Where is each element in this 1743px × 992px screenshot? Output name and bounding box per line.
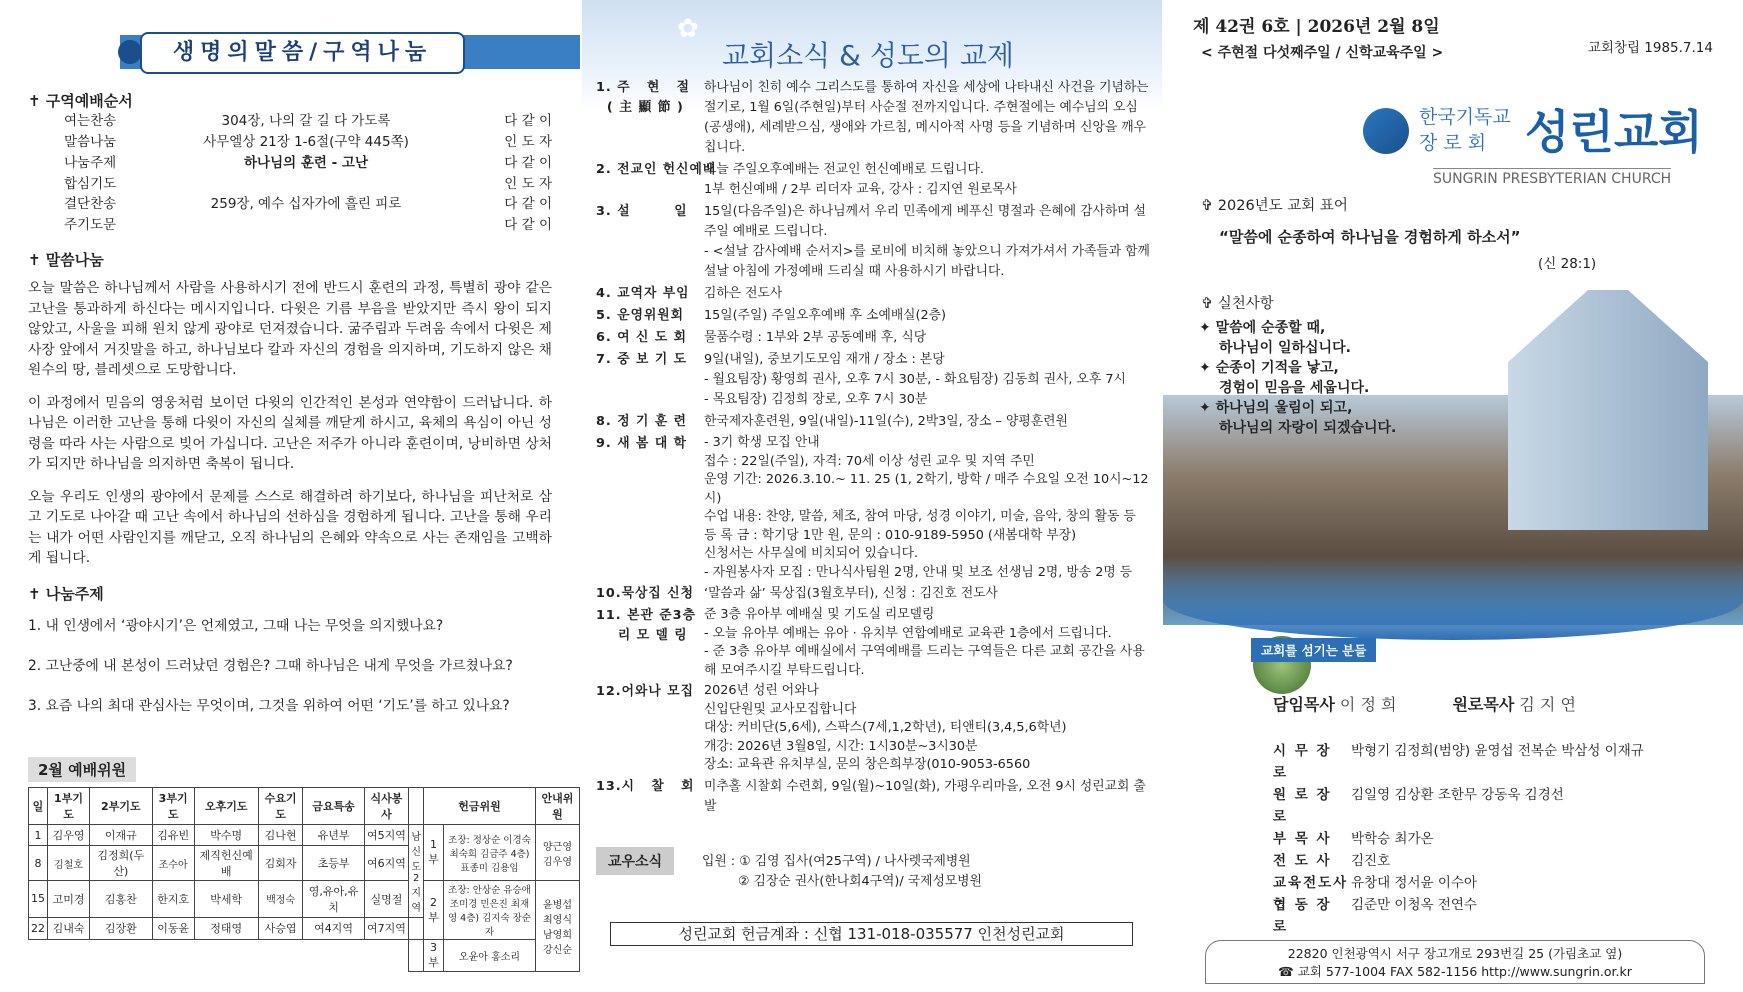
staff-row: 협 동 장 로 김준만 이청옥 전연수 [1273, 897, 1477, 935]
motto-heading: ✞ 2026년도 교회 표어 [1201, 198, 1348, 214]
church-name-english: SUNGRIN PRESBYTERIAN CHURCH [1433, 168, 1671, 187]
staff-row: 시 무 장 로 박형기 김정희(범양) 윤영섭 전복순 박삼성 이재규 [1273, 743, 1644, 781]
sunday-name: < 주현절 다섯째주일 / 신학교육주일 > [1201, 45, 1444, 61]
table-row: 1 김우영 이재규 김유빈 박수명 김나현 유년부 여5지역 남신도 2지역 1부 조장: 정상순 이경숙 최숙희 김금주 4층) 표종미 김용임 양근영 김우영 [29, 825, 580, 846]
news-item: 2. 전교인 헌신예배 오늘 주일오후예배는 전교인 헌신예배로 드립니다. 1부 헌신예배 / 2부 리더자 교육, 강사 : 김지연 원로목사 [596, 162, 1017, 197]
share-heading: ✝ 나눔주제 [28, 584, 104, 603]
news-item: 7. 중 보 기 도 9일(내일), 중보기도모임 재개 / 장소 : 본당 - 월요팀장) 황영희 권사, 오후 7시 30분, - 화요팀장) 김동희 권사, 오후 7시 - 목요팀장) 김정희 장로, 오후 7시 30분 [596, 352, 1126, 407]
staff-row: 교육전도사 유창대 정서윤 이수아 [1273, 875, 1477, 891]
order-list [64, 111, 552, 235]
table-row: 15 고미경 김홍찬 한지호 박세학 백정숙 영,유아,유치 실명절 2부 조장: 안상순 유승애 조미경 민은진 최재영 4층) 김지숙 장순자 윤병섭 최영식 남영희 강신순 [29, 881, 580, 918]
sermon-p2: 이 과정에서 믿음의 영웅처럼 보이던 다윗의 인간적인 본성과 연약함이 드러납니다. 하나님은 이러한 고난을 통해 다윗이 자신의 실체를 깨닫게 하시고, 육체의 욕심이 아닌 성령을 따라 사는 사람으로 빚어 가십니다. 고난은 저주가 아니라 훈련이며, 낭비하면 상처가 되지만 하나님을 의지하면 축복이 됩니다. [28, 394, 552, 472]
motto: “말씀에 순종하여 하나님을 경험하게 하소서” [1219, 228, 1521, 246]
member-news-tag: 교우소식 [596, 847, 674, 875]
order-row: 주기도문 다 같 이 [64, 217, 552, 233]
pastors: 담임목사 이 정 희 원로목사 김 지 연 [1273, 695, 1576, 714]
member-news: 입원 : ① 김영 집사(여25구역) / 나사렛국제병원 ② 김장순 권사(한나회4구역)/ 국제성모병원 [702, 854, 982, 889]
question-3: 3. 요즘 나의 최대 관심사는 무엇이며, 그것을 위하여 어떤 ‘기도’를 하고 있나요? [28, 697, 510, 714]
news-item: 9. 새 봄 대 학 - 3기 학생 모집 안내 접수 : 22일(주일), 자격: 70세 이상 성린 교우 및 지역 주민 운영 기간: 2026.3.10.~ 11. 25 (1, 2학기, 방학 / 매주 수요일 오전 10시~12시) 수업 내용: 찬양, 말씀, 체조, 참여 마당, 성경 이야기, 미술, 음악, 창의 활동 등 등 록 금 : 학기당 1만 원, 문의 : 010-9189-5950 (새봄대학 부장) 신청서는 사무실에 비치되어 있습니다. - 자원봉사자 모집 : 만나식사팀원 2명, 안내 및 보조 선생님 2명, 방송 2명 등 [596, 435, 1149, 580]
news-item: 11. 본관 준3층 리 모 델 링 준 3층 유아부 예배실 및 기도실 리모델링 - 오늘 유아부 예배는 유아 · 유치부 연합예배로 교육관 1층에서 드립니다. - 준 3층 유아부 예배실에서 구역예배를 드리는 구역들은 다른 교회 공간을 사용해 모여주시길 부탁드립니다. [596, 607, 1145, 678]
sermon-p3: 오늘 우리도 인생의 광야에서 문제를 스스로 해결하려 하기보다, 하나님을 피난처로 삼고 기도로 나아갈 때 고난 속에서 하나님의 선하심을 경험하게 됩니다. 고난을 통해 우리는 내가 어떤 사람인지를 깨닫고, 오직 하나님의 은혜와 약속으로 사는 존재임을 고백하게 됩니다. [28, 488, 552, 566]
serve-tag: 교회를 섬기는 분들 [1251, 638, 1376, 662]
order-row: 말씀나눔 사무엘상 21장 1-6절(구약 445쪽) 인 도 자 [64, 134, 552, 150]
offering-account: 성린교회 헌금계좌 : 신협 131-018-035577 인천성린교회 [610, 922, 1133, 946]
news-title: 교회소식 & 성도의 교제 [722, 39, 1014, 72]
news-item: 1. 주 현 절 ( 主 顯 節 ) 하나님이 친히 예수 그리스도를 통하여 자신을 세상에 나타내신 사건을 기념하는 절기로, 1월 6일(주현일)부터 사순절 전까지입니다. 주현절에는 예수님의 오심(공생애), 세례받으심, 생애와 가르침, 메시아적 사명 등을 기념하며 신앙을 깨우칩니다. [596, 80, 1149, 155]
denomination: 한국기독교 장 로 회 [1419, 106, 1511, 154]
order-row: 결단찬송 259장, 예수 십자가에 흘린 피로 다 같 이 [64, 196, 552, 212]
staff-row: 원 로 장 로 김일영 김상환 조한무 강동욱 김경선 [1273, 787, 1564, 825]
worship-order [28, 90, 552, 714]
news-item: 10.묵상집 신청 ‘말씀과 삶’ 묵상집(3월호부터), 신청 : 김진호 전도사 [596, 586, 998, 601]
news-list [596, 78, 1152, 819]
title-dot [118, 40, 142, 64]
order-heading: ✝ 구역예배순서 [28, 92, 133, 110]
left-column [0, 0, 580, 992]
news-item: 6. 여 신 도 회 물품수령 : 1부와 2부 공동예배 후, 식당 [596, 330, 927, 345]
church-logo-icon [1363, 108, 1409, 154]
question-2: 2. 고난중에 내 본성이 드러났던 경험은? 그때 하나님은 내게 무엇을 가르쳤나요? [28, 657, 513, 674]
table-row: 8 김철호 김정희(두산) 조수아 제직헌신예배 김회자 초등부 여6지역 [29, 846, 580, 881]
table-row: 22 김내숙 김장환 이동윤 정태영 사승엽 여4지역 여7지역 [29, 917, 580, 939]
news-item: 3. 설 일 15일(다음주일)은 하나님께서 우리 민족에게 베푸신 명절과 은혜에 감사하며 설주일 예배로 드립니다. - <설날 감사예배 순서지>를 로비에 비치해 놓았으니 가져가셔서 가족들과 함께 설날 아침에 가정예배 드리실 때 사용하시기 바랍니다. [596, 204, 1150, 279]
issue-line: 제 42권 6호 | 2026년 2월 8일 [1193, 17, 1440, 37]
staff-row: 부 목 사 박학승 최가온 [1273, 831, 1434, 847]
news-item: 5. 운영위원회 15일(주일) 주일오후예배 후 소예배실(2층) [596, 308, 947, 323]
motto-ref: (신 28:1) [1538, 256, 1597, 272]
news-item: 12.어와나 모집 2026년 성린 어와나 신입단원및 교사모집합니다 대상: 커비단(5,6세), 스팍스(7세,1,2학년), 티앤티(3,4,5,6학년) 개강: 2026년 3월8일, 시간: 1시30분~3시30분 장소: 교육관 유치부실, 문의 창은희부장(010-9053-6560 [596, 683, 1067, 772]
established-date: 교회창립 1985.7.14 [1587, 40, 1713, 56]
staff-row: 전 도 사 김진호 [1273, 853, 1391, 869]
order-row: 여는찬송 304장, 나의 갈 길 다 가도록 다 같 이 [64, 113, 552, 129]
church-name: 성린교회 [1525, 105, 1703, 159]
sermon-heading: ✝ 말씀나눔 [28, 251, 104, 269]
table-header-row: 일 1부기도 2부기도 3부기도 오후기도 수요기도 금요특송 식사봉사 헌금위원 안내위원 [29, 788, 580, 825]
table-row: 3부 오윤아 홍소리 [29, 940, 580, 972]
practice-heading: ✞ 실천사항 [1201, 296, 1274, 312]
right-column [1163, 0, 1743, 992]
committee-title: 2월 예배위원 [28, 757, 136, 782]
question-1: 1. 내 인생에서 ‘광야시기’은 언제였고, 그때 나는 무엇을 의지했나요? [28, 617, 444, 634]
wave-decoration [1163, 560, 1743, 640]
order-row: 나눔주제 하나님의 훈련 - 고난 다 같 이 [64, 155, 552, 171]
news-item: 8. 정 기 훈 련 한국제자훈련원, 9일(내일)-11일(수), 2박3일, 장소 – 양평훈련원 [596, 414, 1068, 429]
flower-icon: ✿ [677, 14, 699, 44]
news-item: 4. 교역자 부임 김하은 전도사 [596, 286, 783, 301]
order-row: 합심기도 인 도 자 [64, 176, 552, 192]
news-item: 13.시 찰 회 미추홀 시찰회 수련회, 9일(월)~10일(화), 가평우리마을, 오전 9시 성린교회 출발 [596, 778, 1146, 814]
middle-column [582, 0, 1162, 992]
committee-table [28, 787, 580, 972]
staff-list [1273, 740, 1644, 938]
church-address: 22820 인천광역시 서구 장고개로 293번길 25 (가림초교 옆) ☎ 교회 577-1004 FAX 582-1156 http://www.sungrin.or.kr [1205, 940, 1705, 984]
left-title: 생명의말씀/구역나눔 [140, 32, 465, 74]
practice-list: ✦ 말씀에 순종할 때, 하나님이 일하십니다. ✦ 순종이 기적을 낳고, 경험이 믿음을 세웁니다. ✦ 하나님의 울림이 되고, 하나님의 자랑이 되겠습니다. [1199, 320, 1397, 436]
church-building-image [1508, 290, 1708, 530]
sermon-p1: 오늘 말씀은 하나님께서 사람을 사용하시기 전에 반드시 훈련의 과정, 특별히 광야 같은 고난을 통과하게 하신다는 메시지입니다. 다윗은 기름 부음을 받았지만 즉시 왕이 되지 않았고, 사울을 피해 원치 않게 광야로 던져졌습니다. 굶주림과 두려움 속에서 다윗은 제사장 앞에서 거짓말을 하고, 하나님보다 칼과 자신의 경험을 의지하며, 기도하지 않은 채 원수의 땅, 블레셋으로 도망합니다. [28, 280, 552, 378]
